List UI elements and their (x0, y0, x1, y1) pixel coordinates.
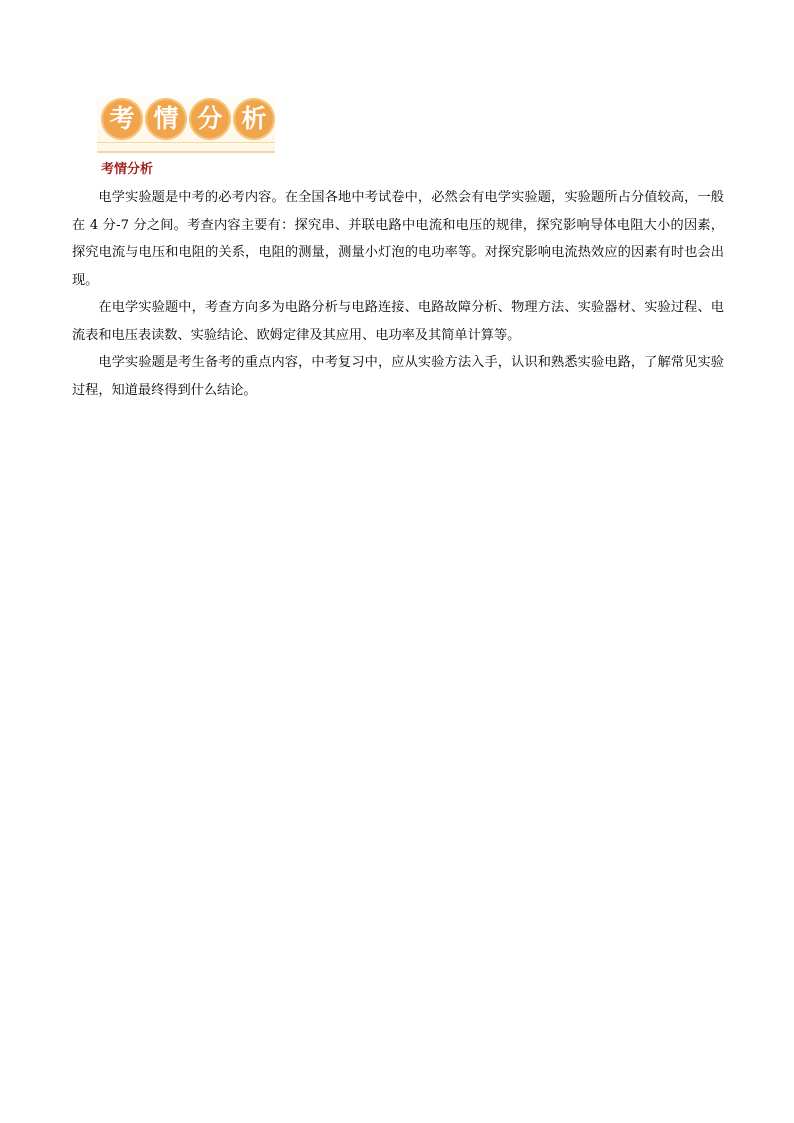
banner-char-fen: 分 (189, 98, 231, 140)
paragraph-3: 电学实验题是考生备考的重点内容，中考复习中，应从实验方法入手，认识和熟悉实验电路，了解常见实验过程，知道最终得到什么结论。 (72, 355, 724, 398)
banner-char-kao: 考 (101, 98, 143, 140)
paragraph-1: 电学实验题是中考的必考内容。在全国各地中考试卷中，必然会有电学实验题，实验题所占分值较高，一般在 4 分-7 分之间。考查内容主要有：探究串、并联电路中电流和电压的规律，探究影响导体电阻大小的因素，探究电流与电压和电阻的关系，电阻的测量，测量小灯泡的电功率等。对探究影响电流热效应的因素有时也会出现。 (72, 190, 724, 288)
banner-rule (97, 142, 275, 143)
section-title: 考情分析 (101, 162, 154, 177)
banner-char-xi: 析 (233, 98, 275, 140)
banner-char-qing: 情 (145, 98, 187, 140)
body-text (72, 184, 724, 404)
paragraph-2: 在电学实验题中，考查方向多为电路分析与电路连接、电路故障分析、物理方法、实验器材、实验过程、电流表和电压表读数、实验结论、欧姆定律及其应用、电功率及其简单计算等。 (72, 300, 724, 343)
section-banner (97, 95, 275, 153)
